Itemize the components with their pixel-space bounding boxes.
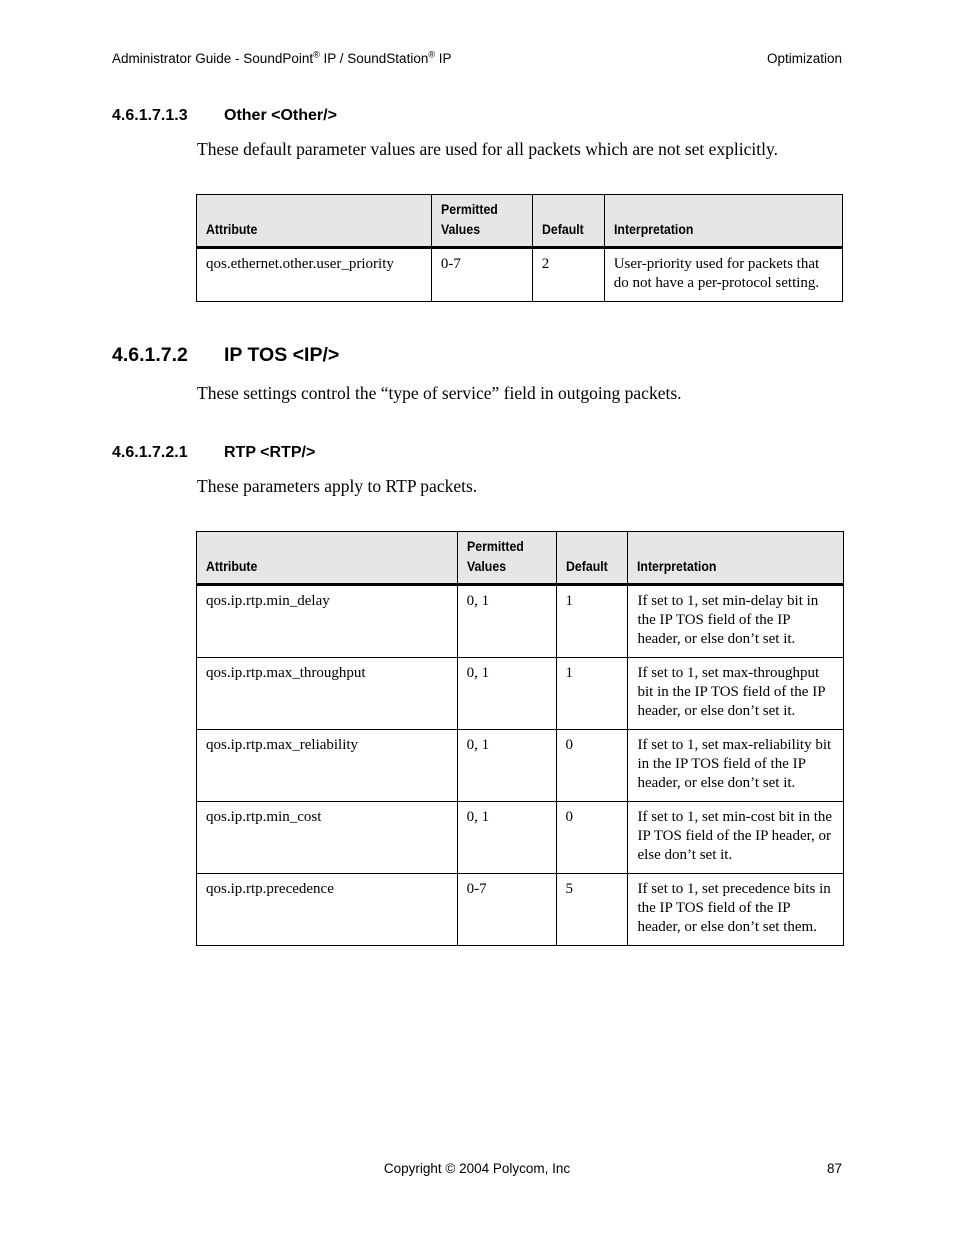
cell-permitted: 0-7 [431,248,532,302]
cell-interpretation: User-priority used for packets that do not have a per-protocol setting. [604,248,842,302]
heading-number: 4.6.1.7.1.3 [112,107,188,124]
heading-other [112,107,337,125]
cell-interpretation: If set to 1, set precedence bits in the IP TOS field of the IP header, or else don’t set them. [628,874,844,946]
cell-attribute: qos.ip.rtp.min_delay [197,585,458,658]
table-row [197,730,844,802]
column-header-default: Default [556,532,628,585]
table-row [197,248,843,302]
cell-permitted: 0, 1 [457,658,556,730]
table-header-row [197,532,844,585]
column-header-interpretation: Interpretation [604,195,842,248]
heading-title: Other <Other/> [224,107,337,124]
column-header-attribute: Attribute [197,195,432,248]
header-title-part1: Administrator Guide - SoundPoint [112,51,314,66]
paragraph-rtp: These parameters apply to RTP packets. [197,476,478,496]
heading-rtp [112,444,315,462]
paragraph-ip-tos: These settings control the “type of service” field in outgoing packets. [197,383,682,403]
cell-interpretation: If set to 1, set min-delay bit in the IP TOS field of the IP header, or else don’t set it. [628,585,844,658]
running-header-title [112,51,452,66]
heading-ip-tos [112,344,339,367]
table-row [197,874,844,946]
table-row [197,658,844,730]
cell-permitted: 0, 1 [457,585,556,658]
table-other [196,194,843,302]
column-header-permitted: Permitted Values [457,532,556,585]
table-row [197,802,844,874]
table-row [197,585,844,658]
heading-number: 4.6.1.7.2.1 [112,444,188,461]
cell-attribute: qos.ip.rtp.min_cost [197,802,458,874]
column-header-attribute: Attribute [197,532,458,585]
cell-permitted: 0, 1 [457,730,556,802]
header-title-part2: IP / SoundStation [319,51,429,66]
cell-attribute: qos.ip.rtp.max_throughput [197,658,458,730]
registered-mark: ® [313,49,320,60]
cell-default: 2 [532,248,604,302]
cell-default: 0 [556,802,628,874]
heading-number: 4.6.1.7.2 [112,344,188,366]
heading-title: IP TOS <IP/> [224,344,340,366]
header-title-part3: IP [434,51,452,66]
table-header-row [197,195,843,248]
cell-interpretation: If set to 1, set max-reliability bit in the IP TOS field of the IP header, or else don’t set it. [628,730,844,802]
cell-permitted: 0-7 [457,874,556,946]
registered-mark: ® [428,49,435,60]
page-number: 87 [826,1161,842,1176]
cell-interpretation: If set to 1, set max-throughput bit in the IP TOS field of the IP header, or else don’t set it. [628,658,844,730]
cell-default: 0 [556,730,628,802]
column-header-interpretation: Interpretation [628,532,844,585]
cell-default: 5 [556,874,628,946]
footer-copyright: Copyright © 2004 Polycom, Inc [383,1161,571,1176]
cell-permitted: 0, 1 [457,802,556,874]
running-header-section: Optimization [766,51,842,66]
cell-default: 1 [556,585,628,658]
table-rtp [196,531,844,946]
paragraph-other: These default parameter values are used for all packets which are not set explicitly. [197,139,778,159]
cell-interpretation: If set to 1, set min-cost bit in the IP TOS field of the IP header, or else don’t set it. [628,802,844,874]
cell-attribute: qos.ethernet.other.user_priority [197,248,432,302]
heading-title: RTP <RTP/> [224,444,316,461]
cell-default: 1 [556,658,628,730]
cell-attribute: qos.ip.rtp.precedence [197,874,458,946]
column-header-permitted: Permitted Values [431,195,532,248]
column-header-default: Default [532,195,604,248]
cell-attribute: qos.ip.rtp.max_reliability [197,730,458,802]
